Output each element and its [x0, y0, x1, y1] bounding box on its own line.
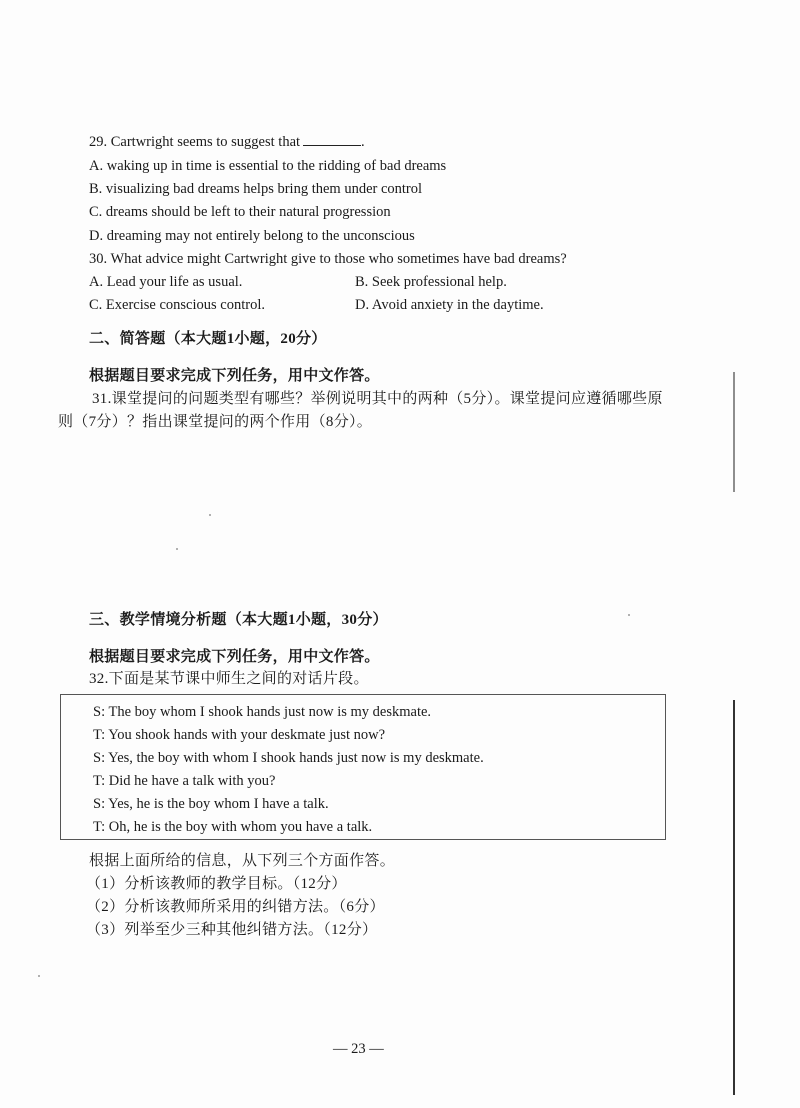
task-1: （1）分析该教师的教学目标。（12分） [86, 876, 347, 892]
dialogue-line: T: Did he have a talk with you? [93, 773, 276, 789]
task-3: （3）列举至少三种其他纠错方法。（12分） [86, 922, 378, 938]
dialogue-line: S: Yes, the boy with whom I shook hands just now is my deskmate. [93, 750, 484, 766]
scan-speck [628, 614, 630, 616]
q30-option-a: A. Lead your life as usual. [89, 274, 243, 290]
scan-speck [176, 548, 178, 550]
scan-speck [209, 514, 211, 516]
q29-option-d: D. dreaming may not entirely belong to the unconscious [89, 228, 415, 244]
dialogue-line: T: Oh, he is the boy with whom you have a talk. [93, 819, 373, 835]
q31-line1: 31.课堂提问的问题类型有哪些？举例说明其中的两种（5分）。课堂提问应遵循哪些原 [92, 391, 663, 407]
q29-stem: 29. Cartwright seems to suggest that . [89, 134, 365, 150]
scan-speck [38, 975, 40, 977]
q29-option-a: A. waking up in time is essential to the ridding of bad dreams [89, 158, 447, 174]
dialogue-box [60, 694, 666, 840]
q30-stem: 30. What advice might Cartwright give to those who sometimes have bad dreams? [89, 251, 567, 267]
q30-option-d: D. Avoid anxiety in the daytime. [355, 297, 544, 313]
section2-heading: 二、简答题（本大题1小题，20分） [89, 331, 327, 347]
answer-blank [303, 133, 361, 146]
scan-edge-line [733, 700, 735, 1095]
after-dialogue-intro: 根据上面所给的信息，从下列三个方面作答。 [89, 853, 396, 869]
dialogue-line: S: Yes, he is the boy whom I have a talk. [93, 796, 329, 812]
dialogue-line: S: The boy whom I shook hands just now is my deskmate. [93, 704, 432, 720]
dialogue-line: T: You shook hands with your deskmate just now? [93, 727, 386, 743]
q29-option-c: C. dreams should be left to their natural progression [89, 204, 391, 220]
task-2: （2）分析该教师所采用的纠错方法。（6分） [86, 899, 385, 915]
scan-edge-line [733, 372, 735, 492]
q30-option-b: B. Seek professional help. [355, 274, 507, 290]
q29-option-b: B. visualizing bad dreams helps bring them under control [89, 181, 423, 197]
q31-line2: 则（7分）？指出课堂提问的两个作用（8分）。 [58, 414, 373, 430]
section2-instruction: 根据题目要求完成下列任务，用中文作答。 [89, 368, 380, 384]
section3-heading: 三、教学情境分析题（本大题1小题，30分） [89, 612, 388, 628]
page-number: — 23 — [333, 1041, 384, 1057]
q32-intro: 32.下面是某节课中师生之间的对话片段。 [89, 671, 369, 687]
section3-instruction: 根据题目要求完成下列任务，用中文作答。 [89, 649, 380, 665]
q30-option-c: C. Exercise conscious control. [89, 297, 265, 313]
